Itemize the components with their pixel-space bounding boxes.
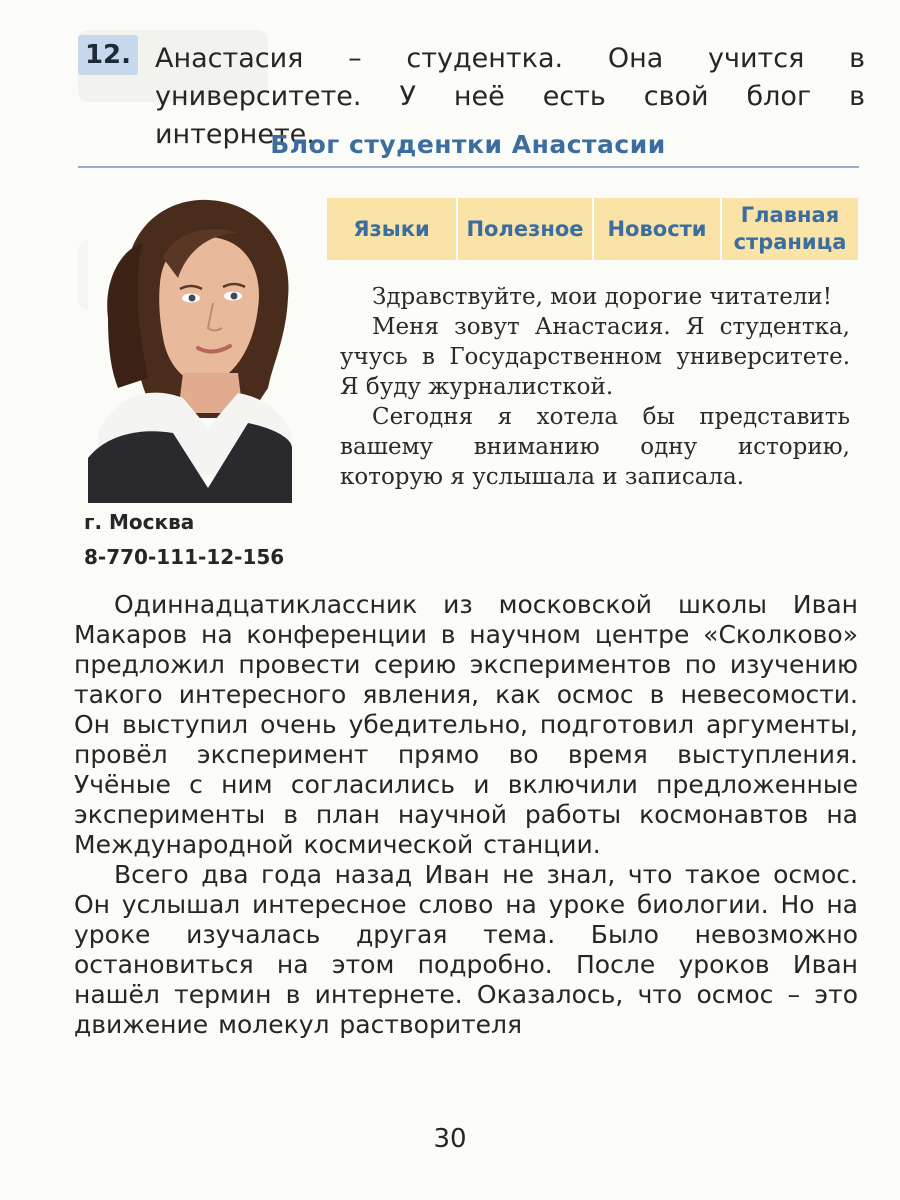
nav-item-news[interactable]: Новости — [594, 198, 722, 260]
nav-item-languages[interactable]: Языки — [327, 198, 458, 260]
profile-photo — [88, 188, 292, 503]
blog-paragraph: Сегодня я хотела бы представить вашему вниманию одну историю, которую я услышала и записала. — [340, 404, 850, 490]
profile-phone: 8-770-111-12-156 — [84, 545, 285, 569]
blog-nav-bar — [327, 198, 858, 260]
story-paragraph: Всего два года назад Иван не знал, что такое осмос. Он услышал интересное слово на уроке биологии. Но на уроке изучалась другая тема. Было невозможно остановиться на этом подробно. После уроков Иван нашёл термин в интернете. Оказалось, что осмос – это движение молекул растворителя — [74, 860, 858, 1039]
profile-city: г. Москва — [84, 510, 195, 534]
blog-paragraph: Здравствуйте, мои дорогие читатели! — [372, 284, 832, 310]
story-text — [74, 590, 858, 1040]
blog-paragraph: Меня зовут Анастасия. Я студентка, учусь в Государственном университете. Я буду журналисткой. — [340, 314, 850, 400]
page-number: 30 — [433, 1124, 467, 1154]
title-divider — [78, 166, 859, 168]
exercise-intro: Анастасия – студентка. Она учится в университете. У неё есть свой блог в интернете. — [155, 43, 865, 150]
story-paragraph: Одиннадцатиклассник из московской школы Иван Макаров на конференции в научном центре «Сколково» предложил провести серию экспериментов по изучению такого интересного явления, как осмос в невесомости. Он выступил очень убедительно, подготовил аргументы, провёл эксперимент прямо во время выступления. Учёные с ним согласились и включили предложенные эксперименты в план научной работы космонавтов на Международной космической станции. — [74, 590, 858, 859]
exercise-number: 12. — [78, 35, 138, 75]
blog-title: Блог студентки Анастасии — [270, 130, 666, 159]
nav-item-home[interactable]: Главная страница — [733, 203, 847, 254]
blog-post — [340, 282, 850, 492]
nav-item-useful[interactable]: Полезное — [458, 198, 594, 260]
